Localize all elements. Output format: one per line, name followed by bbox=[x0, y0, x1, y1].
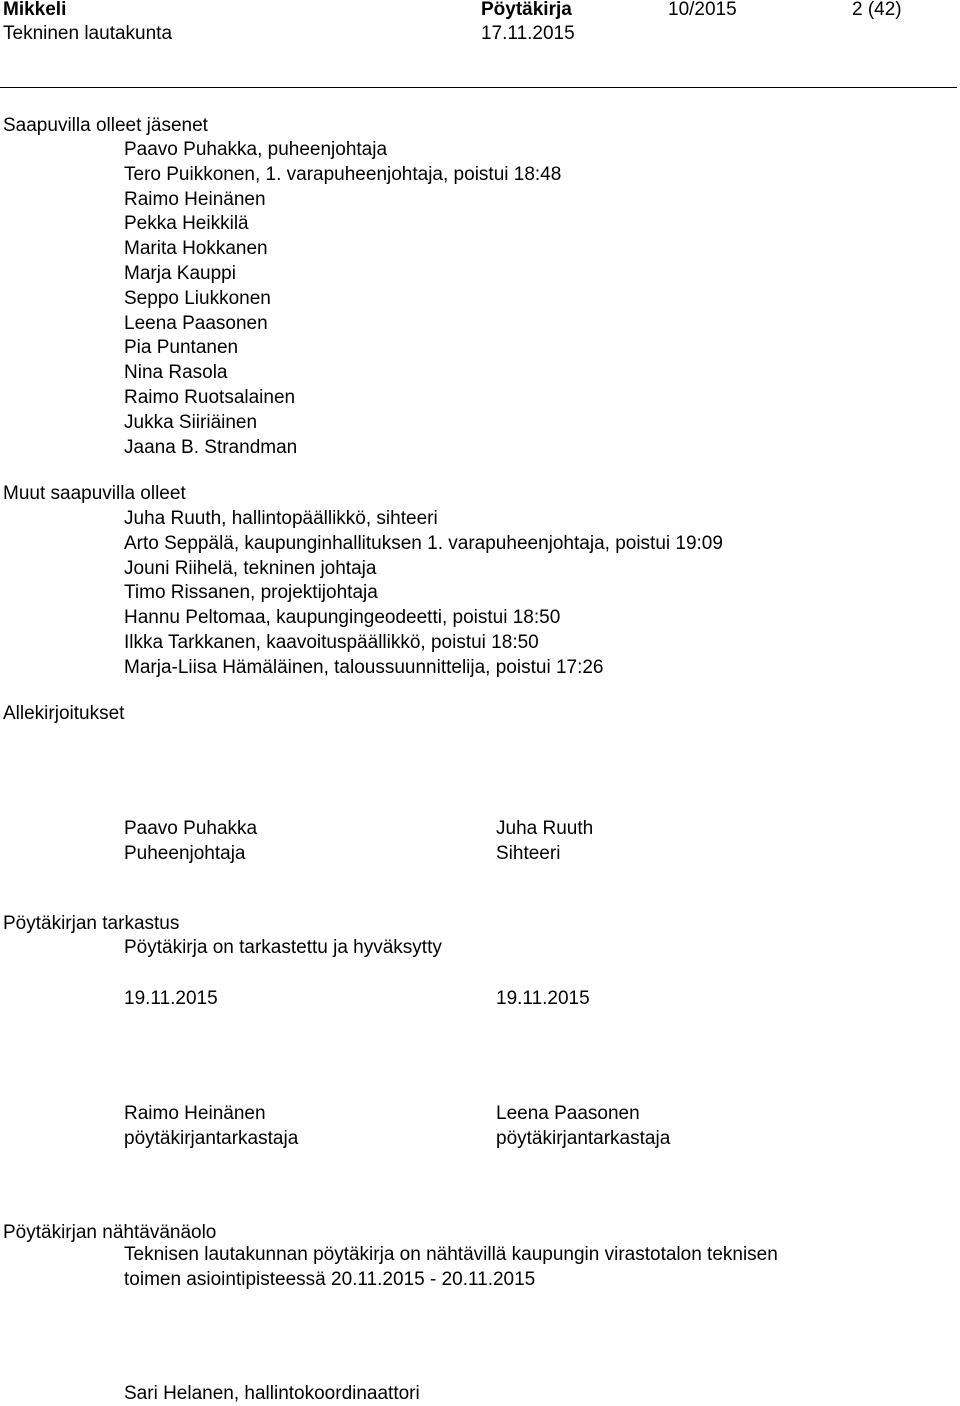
document-number: 10/2015 bbox=[668, 0, 737, 20]
attendees-heading: Saapuvilla olleet jäsenet bbox=[3, 115, 208, 136]
list-item: Pia Puntanen bbox=[124, 337, 239, 359]
display-text-line-1: Teknisen lautakunnan pöytäkirja on nähtävillä kaupungin virastotalon teknisen bbox=[124, 1244, 778, 1265]
others-list bbox=[124, 507, 723, 681]
inspector-left-name: Raimo Heinänen bbox=[124, 1103, 266, 1124]
list-item: Pekka Heikkilä bbox=[124, 213, 249, 235]
inspection-heading: Pöytäkirjan tarkastus bbox=[3, 913, 180, 934]
attendees-list bbox=[124, 138, 561, 460]
list-item: Jaana B. Strandman bbox=[124, 436, 298, 458]
secretary-name: Juha Ruuth bbox=[496, 818, 594, 839]
list-item: Raimo Ruotsalainen bbox=[124, 386, 296, 408]
list-item: Tero Puikkonen, 1. varapuheenjohtaja, poistui 18:48 bbox=[124, 163, 562, 185]
inspection-statement: Pöytäkirja on tarkastettu ja hyväksytty bbox=[124, 937, 442, 958]
others-heading: Muut saapuvilla olleet bbox=[3, 483, 186, 504]
list-item: Ilkka Tarkkanen, kaavoituspäällikkö, poistui 18:50 bbox=[124, 631, 539, 653]
list-item: Paavo Puhakka, puheenjohtaja bbox=[124, 139, 388, 160]
list-item: Seppo Liukkonen bbox=[124, 287, 271, 309]
chair-name: Paavo Puhakka bbox=[124, 818, 258, 839]
display-heading: Pöytäkirjan nähtävänäolo bbox=[3, 1222, 217, 1243]
city-name: Mikkeli bbox=[3, 0, 67, 20]
header-divider bbox=[0, 87, 957, 88]
list-item: Raimo Heinänen bbox=[124, 188, 266, 210]
list-item: Marita Hokkanen bbox=[124, 238, 268, 260]
list-item: Timo Rissanen, projektijohtaja bbox=[124, 582, 378, 604]
document-type: Pöytäkirja bbox=[481, 0, 572, 20]
inspection-date-right: 19.11.2015 bbox=[496, 988, 590, 1009]
list-item: Jukka Siiriäinen bbox=[124, 411, 258, 433]
list-item: Leena Paasonen bbox=[124, 312, 268, 334]
inspection-date-left: 19.11.2015 bbox=[124, 988, 218, 1009]
meeting-date: 17.11.2015 bbox=[481, 23, 575, 44]
list-item: Marja-Liisa Hämäläinen, taloussuunnittelija, poistui 17:26 bbox=[124, 656, 604, 678]
inspector-right-name: Leena Paasonen bbox=[496, 1103, 640, 1124]
page-number: 2 (42) bbox=[852, 0, 902, 20]
secretary-role: Sihteeri bbox=[496, 843, 561, 864]
list-item: Nina Rasola bbox=[124, 362, 228, 384]
display-text-line-2: toimen asiointipisteessä 20.11.2015 - 20.11.2015 bbox=[124, 1269, 536, 1290]
inspector-right-role: pöytäkirjantarkastaja bbox=[496, 1128, 671, 1149]
chair-role: Puheenjohtaja bbox=[124, 843, 246, 864]
committee-name: Tekninen lautakunta bbox=[3, 23, 173, 44]
inspector-left-role: pöytäkirjantarkastaja bbox=[124, 1128, 299, 1149]
list-item: Juha Ruuth, hallintopäällikkö, sihteeri bbox=[124, 508, 438, 529]
list-item: Hannu Peltomaa, kaupungingeodeetti, poistui 18:50 bbox=[124, 607, 561, 629]
display-signer: Sari Helanen, hallintokoordinaattori bbox=[124, 1383, 420, 1404]
list-item: Jouni Riihelä, tekninen johtaja bbox=[124, 557, 377, 579]
signatures-heading: Allekirjoitukset bbox=[3, 703, 125, 724]
list-item: Arto Seppälä, kaupunginhallituksen 1. varapuheenjohtaja, poistui 19:09 bbox=[124, 532, 723, 554]
list-item: Marja Kauppi bbox=[124, 262, 236, 284]
